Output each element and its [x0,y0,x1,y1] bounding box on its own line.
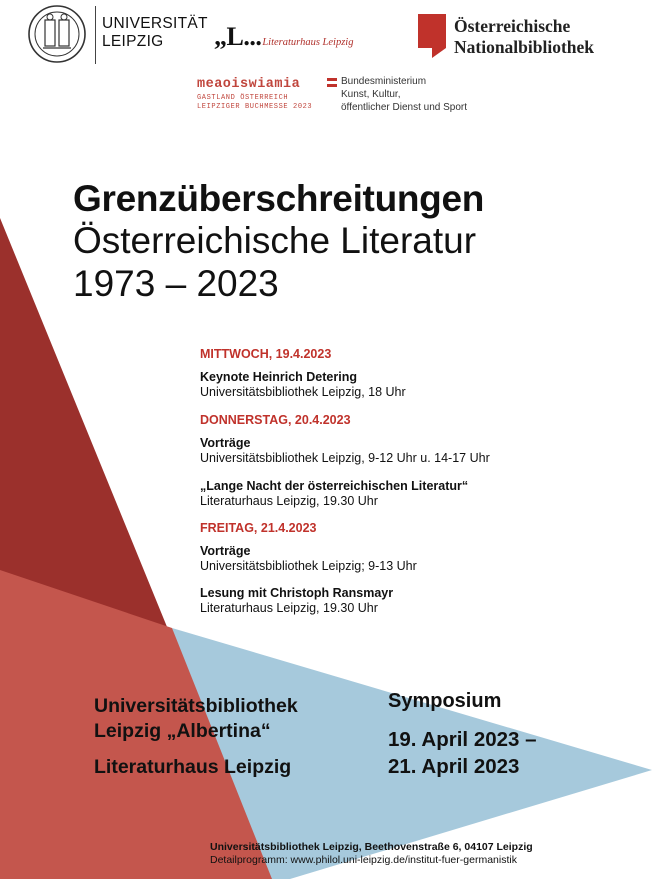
event-location: Literaturhaus Leipzig, 19.30 Uhr [200,601,378,615]
event-title: „Lange Nacht der österreichischen Literatur“ [200,479,469,493]
event-title: Vorträge [200,436,251,450]
university-seal-icon [27,4,87,64]
gastland-subtitle [197,94,312,112]
ministry-logo-text [341,75,467,114]
symposium-dates-line2: 21. April 2023 [388,755,520,778]
literaturhaus-mark: „L... [214,22,262,51]
gastland-word: meaoiswiamia [197,77,301,92]
footer-address: Universitätsbibliothek Leipzig, Beethovenstraße 6, 04107 Leipzig [210,841,533,853]
onb-line2: Nationalbibliothek [454,37,595,57]
event-location: Universitätsbibliothek Leipzig, 18 Uhr [200,385,406,399]
gastland-line2: LEIPZIGER BUCHMESSE 2023 [197,103,313,111]
symposium-label: Symposium [388,690,502,712]
gastland-logo [197,77,312,112]
onb-logo-text [454,16,594,58]
header-divider [95,6,96,64]
title-main: Grenzüberschreitungen [73,178,485,219]
event-title: Lesung mit Christoph Ransmayr [200,586,394,600]
symposium-dates [388,726,537,780]
venue-line3: Literaturhaus Leipzig [94,756,292,778]
symposium-dates-line1: 19. April 2023 – [388,728,537,751]
poster-title [73,178,484,306]
onb-flag-icon [418,14,446,58]
venue-list [94,694,298,780]
title-subtitle: Österreichische Literatur [73,220,477,261]
onb-line1: Österreichische [454,16,571,36]
footer [210,841,533,867]
venue-line1: Universitätsbibliothek [94,695,298,717]
event-title: Keynote Heinrich Detering [200,370,357,384]
ministry-line1: Bundesministerium [341,76,427,87]
day-heading-2: DONNERSTAG, 20.4.2023 [200,413,351,427]
program-event [200,586,393,616]
footer-details-link[interactable]: Detailprogramm: www.philol.uni-leipzig.de/institut-fuer-germanistik [210,854,517,866]
program-event [200,544,417,574]
university-line2: LEIPZIG [102,33,164,50]
venue-line2: Leipzig „Albertina“ [94,720,271,742]
event-title: Vorträge [200,544,251,558]
gastland-line1: GASTLAND ÖSTERREICH [197,94,289,102]
literaturhaus-name: Literaturhaus Leipzig [262,37,354,48]
day-heading-1: MITTWOCH, 19.4.2023 [200,347,332,361]
university-logo-text [102,15,208,51]
university-line1: UNIVERSITÄT [102,15,208,32]
event-location: Universitätsbibliothek Leipzig, 9-12 Uhr u. 14-17 Uhr [200,451,490,465]
ministry-line3: öffentlicher Dienst und Sport [341,102,468,113]
event-location: Universitätsbibliothek Leipzig; 9-13 Uhr [200,559,417,573]
title-years: 1973 – 2023 [73,263,279,304]
program-event [200,370,406,400]
program-event [200,436,490,466]
symposium-block [388,690,537,780]
event-location: Literaturhaus Leipzig, 19.30 Uhr [200,494,378,508]
literaturhaus-logo [214,22,353,52]
ministry-line2: Kunst, Kultur, [341,89,401,100]
austrian-flag-icon [327,78,337,87]
day-heading-3: FREITAG, 21.4.2023 [200,521,317,535]
program-event [200,479,468,509]
